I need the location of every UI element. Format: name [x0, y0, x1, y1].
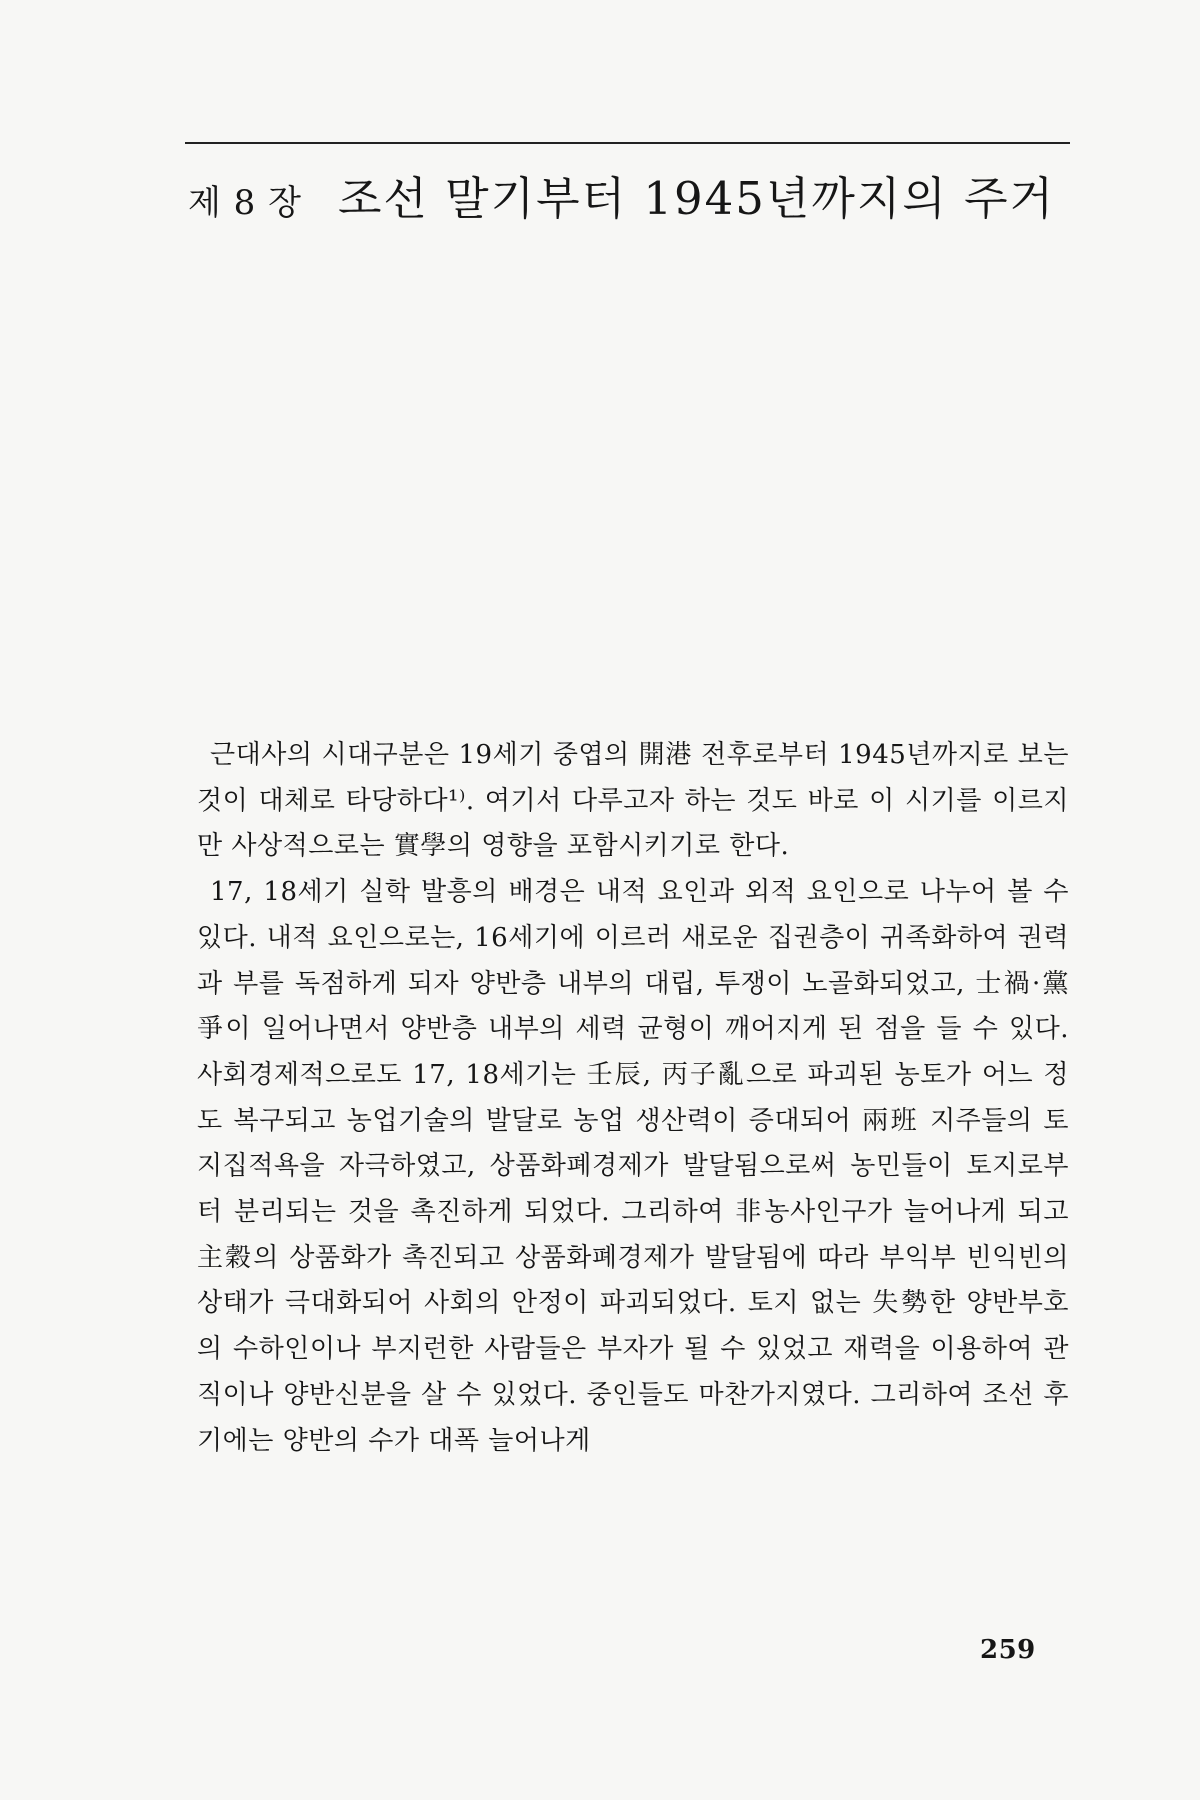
body-text	[197, 733, 1069, 1464]
paragraph-2: 17, 18세기 실학 발흥의 배경은 내적 요인과 외적 요인으로 나누어 볼 수 있다. 내적 요인으로는, 16세기에 이르러 새로운 집권층이 귀족화하여 권력과 부를 독점하게 되자 양반층 내부의 대립, 투쟁이 노골화되었고, 士禍·黨爭이 일어나면서 양반층 내부의 세력 균형이 깨어지게 된 점을 들 수 있다. 사회경제적으로도 17, 18세기는 壬辰, 丙子亂으로 파괴된 농토가 어느 정도 복구되고 농업기술의 발달로 농업 생산력이 증대되어 兩班 지주들의 토지집적욕을 자극하였고, 상품화폐경제가 발달됨으로써 농민들이 토지로부터 분리되는 것을 촉진하게 되었다. 그리하여 非농사인구가 늘어나게 되고 主穀의 상품화가 촉진되고 상품화폐경제가 발달됨에 따라 부익부 빈익빈의 상태가 극대화되어 사회의 안정이 파괴되었다. 토지 없는 失勢한 양반부호의 수하인이나 부지런한 사람들은 부자가 될 수 있었고 재력을 이용하여 관직이나 양반신분을 살 수 있었다. 중인들도 마찬가지였다. 그리하여 조선 후기에는 양반의 수가 대폭 늘어나게	[197, 877, 1069, 1456]
header-rule	[185, 142, 1070, 144]
chapter-header	[188, 162, 1055, 227]
page-number: 259	[980, 1635, 1036, 1665]
chapter-title: 조선 말기부터 1945년까지의 주거	[337, 172, 1056, 225]
paragraph-1: 근대사의 시대구분은 19세기 중엽의 開港 전후로부터 1945년까지로 보는 것이 대체로 타당하다¹⁾. 여기서 다루고자 하는 것도 바로 이 시기를 이르지만 사상적으로는 實學의 영향을 포함시키기로 한다.	[197, 740, 1069, 862]
chapter-label: 제 8 장	[188, 183, 302, 223]
